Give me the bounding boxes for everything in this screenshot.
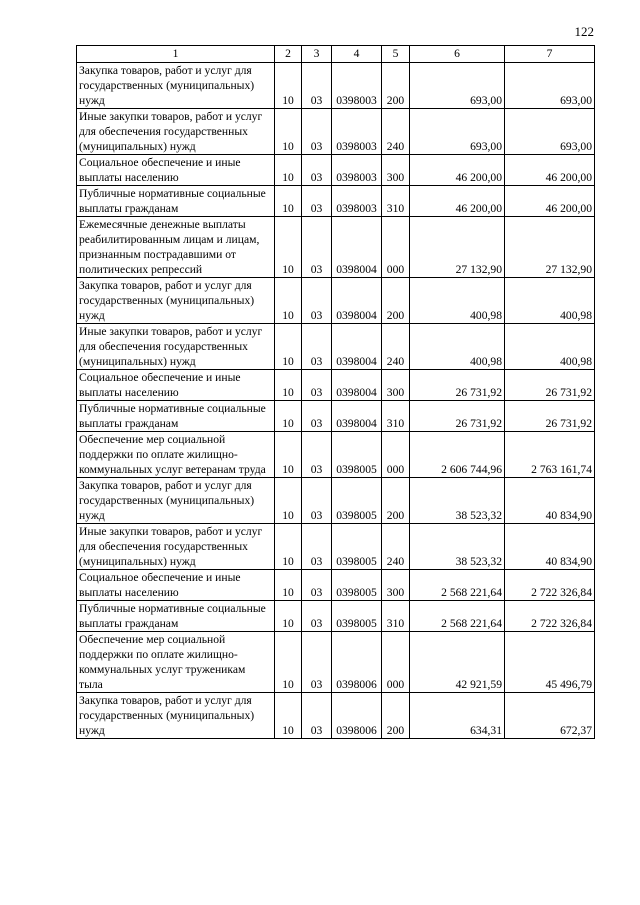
row-target-article-cell: 0398005 bbox=[332, 432, 382, 478]
row-expense-type-cell: 000 bbox=[382, 432, 410, 478]
row-subsection-cell: 03 bbox=[302, 278, 332, 324]
header-col-1: 1 bbox=[77, 46, 275, 63]
table-row bbox=[77, 217, 595, 278]
row-subsection-cell: 03 bbox=[302, 401, 332, 432]
row-expense-type-cell: 240 bbox=[382, 109, 410, 155]
row-amount-col6-cell: 693,00 bbox=[410, 63, 505, 109]
row-name-cell: Публичные нормативные социальные выплаты гражданам bbox=[77, 186, 275, 217]
row-expense-type-cell: 000 bbox=[382, 217, 410, 278]
row-expense-type-cell: 300 bbox=[382, 370, 410, 401]
row-amount-col7-cell: 400,98 bbox=[505, 324, 595, 370]
row-expense-type-cell: 200 bbox=[382, 478, 410, 524]
row-amount-col6-cell: 42 921,59 bbox=[410, 632, 505, 693]
row-section-cell: 10 bbox=[275, 601, 302, 632]
row-target-article-cell: 0398004 bbox=[332, 278, 382, 324]
row-amount-col6-cell: 46 200,00 bbox=[410, 186, 505, 217]
row-amount-col6-cell: 26 731,92 bbox=[410, 370, 505, 401]
row-name-cell: Публичные нормативные социальные выплаты гражданам bbox=[77, 401, 275, 432]
table-row bbox=[77, 524, 595, 570]
row-section-cell: 10 bbox=[275, 109, 302, 155]
row-amount-col7-cell: 26 731,92 bbox=[505, 370, 595, 401]
table-row bbox=[77, 632, 595, 693]
row-name-cell: Закупка товаров, работ и услуг для государственных (муниципальных) нужд bbox=[77, 278, 275, 324]
row-amount-col6-cell: 27 132,90 bbox=[410, 217, 505, 278]
row-subsection-cell: 03 bbox=[302, 524, 332, 570]
row-target-article-cell: 0398005 bbox=[332, 524, 382, 570]
row-amount-col7-cell: 40 834,90 bbox=[505, 478, 595, 524]
table-row bbox=[77, 570, 595, 601]
row-amount-col7-cell: 672,37 bbox=[505, 693, 595, 739]
row-amount-col7-cell: 2 722 326,84 bbox=[505, 601, 595, 632]
budget-table bbox=[76, 45, 595, 739]
header-col-6: 6 bbox=[410, 46, 505, 63]
row-name-cell: Социальное обеспечение и иные выплаты населению bbox=[77, 155, 275, 186]
row-target-article-cell: 0398004 bbox=[332, 401, 382, 432]
row-expense-type-cell: 310 bbox=[382, 186, 410, 217]
table-row bbox=[77, 186, 595, 217]
row-expense-type-cell: 240 bbox=[382, 324, 410, 370]
table-row bbox=[77, 370, 595, 401]
row-expense-type-cell: 300 bbox=[382, 155, 410, 186]
row-amount-col7-cell: 400,98 bbox=[505, 278, 595, 324]
row-amount-col7-cell: 693,00 bbox=[505, 63, 595, 109]
row-section-cell: 10 bbox=[275, 478, 302, 524]
row-subsection-cell: 03 bbox=[302, 570, 332, 601]
row-section-cell: 10 bbox=[275, 524, 302, 570]
row-amount-col6-cell: 38 523,32 bbox=[410, 478, 505, 524]
row-section-cell: 10 bbox=[275, 632, 302, 693]
row-amount-col7-cell: 2 763 161,74 bbox=[505, 432, 595, 478]
row-target-article-cell: 0398003 bbox=[332, 186, 382, 217]
row-section-cell: 10 bbox=[275, 432, 302, 478]
row-target-article-cell: 0398003 bbox=[332, 155, 382, 186]
row-expense-type-cell: 310 bbox=[382, 601, 410, 632]
row-section-cell: 10 bbox=[275, 278, 302, 324]
row-amount-col7-cell: 45 496,79 bbox=[505, 632, 595, 693]
row-section-cell: 10 bbox=[275, 401, 302, 432]
table-row bbox=[77, 601, 595, 632]
table-row bbox=[77, 155, 595, 186]
header-col-4: 4 bbox=[332, 46, 382, 63]
row-amount-col7-cell: 27 132,90 bbox=[505, 217, 595, 278]
row-expense-type-cell: 310 bbox=[382, 401, 410, 432]
header-row bbox=[77, 46, 595, 63]
row-subsection-cell: 03 bbox=[302, 478, 332, 524]
row-target-article-cell: 0398003 bbox=[332, 63, 382, 109]
row-expense-type-cell: 000 bbox=[382, 632, 410, 693]
row-subsection-cell: 03 bbox=[302, 432, 332, 478]
row-section-cell: 10 bbox=[275, 217, 302, 278]
row-name-cell: Социальное обеспечение и иные выплаты населению bbox=[77, 370, 275, 401]
row-target-article-cell: 0398005 bbox=[332, 478, 382, 524]
row-target-article-cell: 0398005 bbox=[332, 570, 382, 601]
row-amount-col7-cell: 40 834,90 bbox=[505, 524, 595, 570]
row-amount-col7-cell: 46 200,00 bbox=[505, 186, 595, 217]
table-row bbox=[77, 432, 595, 478]
row-name-cell: Иные закупки товаров, работ и услуг для обеспечения государственных (муниципальных) нужд bbox=[77, 109, 275, 155]
row-amount-col6-cell: 634,31 bbox=[410, 693, 505, 739]
row-name-cell: Обеспечение мер социальной поддержки по оплате жилищно-коммунальных услуг труженикам тыла bbox=[77, 632, 275, 693]
row-subsection-cell: 03 bbox=[302, 324, 332, 370]
row-section-cell: 10 bbox=[275, 570, 302, 601]
row-expense-type-cell: 200 bbox=[382, 693, 410, 739]
row-subsection-cell: 03 bbox=[302, 601, 332, 632]
row-subsection-cell: 03 bbox=[302, 632, 332, 693]
row-amount-col6-cell: 693,00 bbox=[410, 109, 505, 155]
table-row bbox=[77, 109, 595, 155]
header-col-3: 3 bbox=[302, 46, 332, 63]
row-target-article-cell: 0398004 bbox=[332, 217, 382, 278]
row-name-cell: Закупка товаров, работ и услуг для государственных (муниципальных) нужд bbox=[77, 63, 275, 109]
row-amount-col7-cell: 46 200,00 bbox=[505, 155, 595, 186]
row-target-article-cell: 0398006 bbox=[332, 632, 382, 693]
row-subsection-cell: 03 bbox=[302, 63, 332, 109]
header-col-5: 5 bbox=[382, 46, 410, 63]
row-amount-col7-cell: 693,00 bbox=[505, 109, 595, 155]
row-section-cell: 10 bbox=[275, 324, 302, 370]
row-subsection-cell: 03 bbox=[302, 217, 332, 278]
row-section-cell: 10 bbox=[275, 155, 302, 186]
table-row bbox=[77, 693, 595, 739]
row-name-cell: Иные закупки товаров, работ и услуг для обеспечения государственных (муниципальных) нужд bbox=[77, 324, 275, 370]
row-amount-col6-cell: 400,98 bbox=[410, 278, 505, 324]
row-section-cell: 10 bbox=[275, 63, 302, 109]
row-amount-col6-cell: 400,98 bbox=[410, 324, 505, 370]
row-amount-col6-cell: 2 568 221,64 bbox=[410, 601, 505, 632]
row-name-cell: Социальное обеспечение и иные выплаты населению bbox=[77, 570, 275, 601]
row-name-cell: Ежемесячные денежные выплаты реабилитированным лицам и лицам, признанным пострадавшими от политических репрессий bbox=[77, 217, 275, 278]
row-amount-col6-cell: 38 523,32 bbox=[410, 524, 505, 570]
row-subsection-cell: 03 bbox=[302, 155, 332, 186]
row-expense-type-cell: 240 bbox=[382, 524, 410, 570]
row-target-article-cell: 0398004 bbox=[332, 324, 382, 370]
row-subsection-cell: 03 bbox=[302, 186, 332, 217]
table-row bbox=[77, 63, 595, 109]
row-section-cell: 10 bbox=[275, 370, 302, 401]
row-expense-type-cell: 200 bbox=[382, 278, 410, 324]
table-row bbox=[77, 401, 595, 432]
row-section-cell: 10 bbox=[275, 693, 302, 739]
row-amount-col6-cell: 26 731,92 bbox=[410, 401, 505, 432]
row-subsection-cell: 03 bbox=[302, 370, 332, 401]
row-target-article-cell: 0398006 bbox=[332, 693, 382, 739]
table-row bbox=[77, 324, 595, 370]
table-body bbox=[77, 63, 595, 739]
row-subsection-cell: 03 bbox=[302, 693, 332, 739]
row-expense-type-cell: 300 bbox=[382, 570, 410, 601]
header-col-7: 7 bbox=[505, 46, 595, 63]
page-number: 122 bbox=[574, 24, 594, 39]
row-amount-col7-cell: 26 731,92 bbox=[505, 401, 595, 432]
table-row bbox=[77, 278, 595, 324]
row-expense-type-cell: 200 bbox=[382, 63, 410, 109]
table-row bbox=[77, 478, 595, 524]
row-target-article-cell: 0398004 bbox=[332, 370, 382, 401]
row-amount-col6-cell: 46 200,00 bbox=[410, 155, 505, 186]
row-amount-col6-cell: 2 606 744,96 bbox=[410, 432, 505, 478]
row-name-cell: Закупка товаров, работ и услуг для государственных (муниципальных) нужд bbox=[77, 693, 275, 739]
row-amount-col7-cell: 2 722 326,84 bbox=[505, 570, 595, 601]
row-name-cell: Публичные нормативные социальные выплаты гражданам bbox=[77, 601, 275, 632]
row-amount-col6-cell: 2 568 221,64 bbox=[410, 570, 505, 601]
header-col-2: 2 bbox=[275, 46, 302, 63]
row-name-cell: Закупка товаров, работ и услуг для государственных (муниципальных) нужд bbox=[77, 478, 275, 524]
row-subsection-cell: 03 bbox=[302, 109, 332, 155]
row-target-article-cell: 0398005 bbox=[332, 601, 382, 632]
row-name-cell: Обеспечение мер социальной поддержки по оплате жилищно-коммунальных услуг ветеранам труда bbox=[77, 432, 275, 478]
row-name-cell: Иные закупки товаров, работ и услуг для обеспечения государственных (муниципальных) нужд bbox=[77, 524, 275, 570]
row-target-article-cell: 0398003 bbox=[332, 109, 382, 155]
row-section-cell: 10 bbox=[275, 186, 302, 217]
